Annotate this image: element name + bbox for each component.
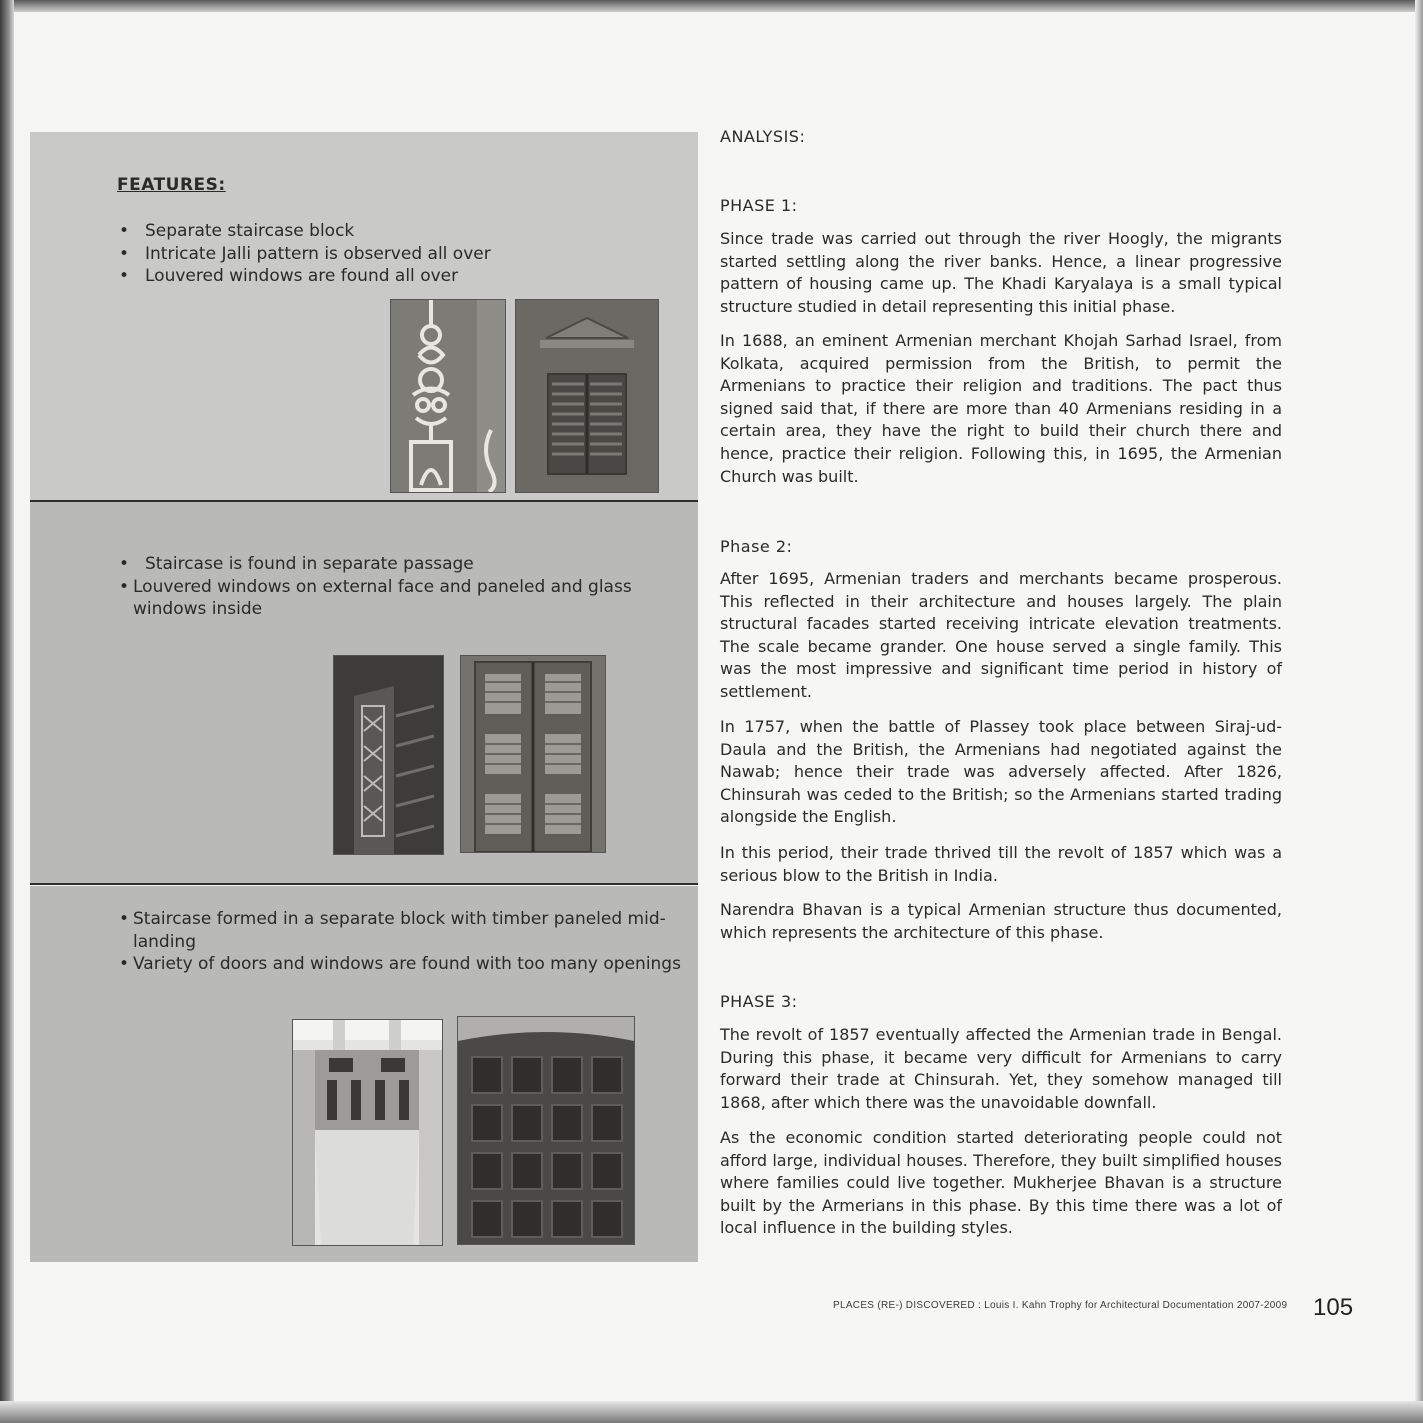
footer-publication-title: PLACES (RE-) DISCOVERED : Louis I. Kahn Trophy for Architectural Documentation 2007-2009 [833, 1300, 1288, 1311]
page-number: 105 [1313, 1294, 1354, 1321]
list-item: • Louvered windows are found all over [117, 265, 677, 288]
timber-landing-photo [292, 1019, 443, 1246]
staircase-passage-photo [333, 655, 444, 855]
list-item: • Staircase formed in a separate block with timber paneled mid-landing [117, 908, 697, 953]
phase1-paragraph: In 1688, an eminent Armenian merchant Khojah Sarhad Israel, from Kolkata, acquired permission from the British, to permit the Armenians to practice their religion and traditions. The pact thus signed said that, if there are more than 40 Armenians residing in a certain area, they have the right to build their church there and hence, practice their religion. Following this, in 1695, the Armenian Church was built. [720, 331, 1282, 486]
jalli-pattern-photo [390, 299, 506, 493]
phase3-paragraph: As the economic condition started deteriorating people could not afford large, individual houses. Therefore, they built simplified houses where families could live together. Mukherjee Bhavan is a structure built by the Armerians in this phase. By this time there was a lot of local influence in the building styles. [720, 1128, 1282, 1238]
paneled-door-photo [457, 1016, 635, 1245]
list-item: • Intricate Jalli pattern is observed all over [117, 243, 677, 266]
list-item: • Louvered windows on external face and paneled and glass windows inside [117, 576, 677, 621]
list-item: • Staircase is found in separate passage [117, 553, 677, 576]
phase2-paragraph: In this period, their trade thrived till the revolt of 1857 which was a serious blow to the British in India. [720, 843, 1282, 885]
louvered-window-photo [515, 299, 659, 493]
panel-divider [30, 500, 698, 502]
phase2-paragraph: In 1757, when the battle of Plassey took place between Siraj-ud-Daula and the British, the Armenians had negotiated against the Nawab; hence their trade was adversely affected. After 1826, Chinsurah was ceded to the British; so the Armenians started trading alongside the English. [720, 717, 1282, 827]
list-item: • Separate staircase block [117, 220, 677, 243]
analysis-title: ANALYSIS: [720, 127, 806, 146]
features-list-3 [117, 908, 697, 976]
features-list-1 [117, 220, 677, 288]
features-list-2 [117, 553, 677, 621]
page-bottom-edge [0, 1401, 1423, 1423]
phase1-paragraph: Since trade was carried out through the river Hoogly, the migrants started settling along the river banks. Hence, a linear progressive pattern of housing came up. The Khadi Karyalaya is a small typical structure studied in detail representing this initial phase. [720, 229, 1282, 316]
list-item: • Variety of doors and windows are found with too many openings [117, 953, 697, 976]
phase2-paragraph: Narendra Bhavan is a typical Armenian structure thus documented, which represents the architecture of this phase. [720, 900, 1282, 942]
book-binding-edge [0, 0, 14, 1423]
panel-divider [30, 883, 698, 885]
phase2-heading: Phase 2: [720, 537, 793, 556]
louvered-door-photo [460, 655, 606, 853]
phase2-paragraph: After 1695, Armenian traders and merchants became prosperous. This reflected in their architecture and houses largely. The plain structural facades started receiving intricate elevation treatments. The scale became grander. One house served a single family. This was the most impressive and significant time period in history of settlement. [720, 569, 1282, 701]
features-title: FEATURES: [117, 175, 226, 195]
phase3-heading: PHASE 3: [720, 992, 798, 1011]
phase3-paragraph: The revolt of 1857 eventually affected the Armenian trade in Bengal. During this phase, it became very difficult for Armenians to carry forward their trade at Chinsurah. Yet, they somehow managed till 1868, after which there was the unavoidable downfall. [720, 1025, 1282, 1112]
page-right-edge [1415, 0, 1423, 1423]
page-top-edge [0, 0, 1423, 12]
phase1-heading: PHASE 1: [720, 196, 798, 215]
